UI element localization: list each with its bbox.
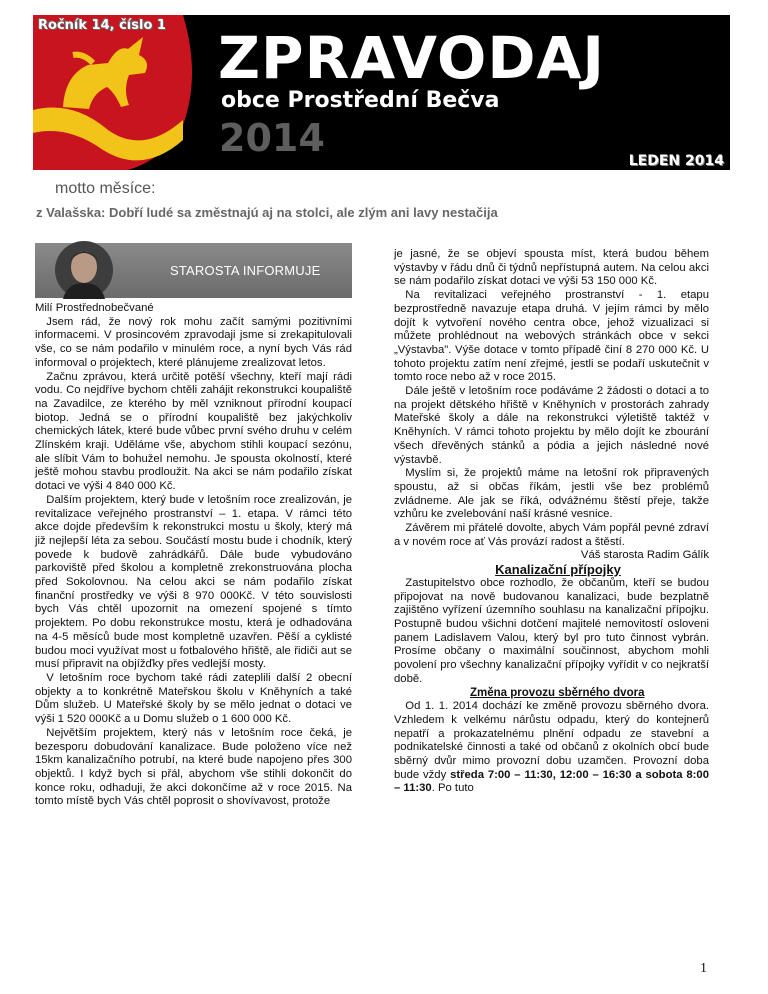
motto-text: z Valašska: Dobří ludé sa změstnajú aj na stolci, ale zlým ani lavy nestačija	[36, 205, 498, 220]
motto-label: motto měsíce:	[55, 180, 156, 197]
paragraph: Myslím si, že projektů máme na letošní rok připravených spoustu, až si občas říkám, jestli vše bez problémů zvládneme. Ale jak se říká, odvážnému štěstí přeje, takže vzhůru ke zvelebování naší krásné vesnice.	[394, 467, 709, 521]
newsletter-year: 2014	[219, 116, 325, 160]
left-column	[35, 302, 352, 809]
starosta-header	[35, 243, 352, 298]
paragraph	[394, 700, 709, 796]
dvur-hours: středa 7:00 – 11:30, 12:00 – 16:30 a sobota 8:00 – 11:30	[394, 768, 709, 795]
page-number: 1	[700, 961, 707, 976]
paragraph: Dále ještě v letošním roce podáváme 2 žádosti o dotaci a to na projekt dětského hřiště v Kněhyních v prostorách zahrady Mateřské školy a dále na rekonstrukci výletiště taktéž v Kněhyních. V rámci tohoto projektu by mělo dojít ke zbourání všech dřevěných stánků a pódia a jejich následné nové výstavbě.	[394, 385, 709, 466]
paragraph: Začnu zprávou, která určitě potěší všechny, kteří mají rádi vodu. Co nejdříve bychom chtěli zahájit rekonstrukci koupaliště na Zavadilce, ze kterého by měl vzniknout přírodní koupací biotop. Jedná se o přírodní koupaliště bez jakýchkoliv chemických látek, které bude vůbec první svého druhu v celém Zlínském kraji. Uděláme vše, abychom stihli koupací sezónu, ale slíbit Vám to bohužel nemohu. Je spousta okolností, které ještě mohou stavbu prodloužit. Na akci se nám podařilo získat dotaci ve výši 4 840 000 Kč.	[35, 370, 352, 493]
newsletter-subtitle: obce Prostřední Bečva	[221, 88, 500, 113]
dvur-text: Od 1. 1. 2014 dochází ke změně provozu sběrného dvora. Vzhledem k velkému nárůstu odpadu, který do kontejnerů nepatří a prokazatelnému plnění odpadu ze stavební a podnikatelské činnosti a také od občanů z okolních obcí bude sběrný dvůr mimo provozní dobu uzamčen. Provozní doba bude vždy	[394, 700, 709, 781]
issue-number: Ročník 14, číslo 1	[38, 18, 166, 33]
paragraph: Největším projektem, který nás v letošním roce čeká, je bezesporu dobudování kanalizace. Bude položeno více než 15km kanalizačního potrubí, na které bude napojeno přes 300 objektů. I když bych si přál, abychom vše stihli dokončit do konce roku, odhaduji, že akci dokončíme až v roce 2015. Na tomto místě bych Vás chtěl poprosit o shovívavost, protože	[35, 726, 352, 808]
paragraph: Závěrem mi přátelé dovolte, abych Vám popřál pevné zdraví a v novém roce ať Vás provází radost a štěstí.	[394, 522, 709, 548]
issue-month: LEDEN 2014	[628, 153, 724, 169]
paragraph: Na revitalizaci veřejného prostranství - 1. etapu bezprostředně navazuje etapa druhá. V jejím rámci by mělo dojít k vytvoření nového centra obce, jehož vizualizaci si můžete prohlédnout na webových stránkách obce v sekci „Výstavba". Výše dotace v tomto případě činí 8 270 000 Kč. U tohoto projektu zatím není zřejmé, jestli se podaří uskutečnit v tomto roce nebo až v roce 2015.	[394, 289, 709, 384]
paragraph: Jsem rád, že nový rok mohu začít samými pozitivními informacemi. V prosincovém zpravodaji jsme si zrekapitulovali vše, co se nám podařilo v minulém roce, a nyní bych Vás rád informoval o projektech, které plánujeme zrealizovat letos.	[35, 315, 352, 369]
sberny-dvur-heading: Změna provozu sběrného dvora	[470, 686, 645, 699]
paragraph: Dalším projektem, který bude v letošním roce zrealizován, je revitalizace veřejného prostranství – 1. etapa. V rámci této akce dojde především k rekonstrukci mostu u školy, který má již nejlepší léta za sebou. Součástí mostu bude i chodník, který povede k budově zahrádkářů. Dále bude vybudováno parkoviště před školou a kompletně zrekonstruována plocha před Sokolovnou. Na celou akci se nám podařilo získat finanční prostředky ve výši 8 970 000Kč. V této souvislosti bych Vás chtěl upozornit na omezení spojené s tímto projektem. Po dobu rekonstrukce mostu, která je odhadována na 4-5 měsíců bude most kompletně uzavřen. Pěší a cyklisté budou moci využívat most u fotbalového hřiště, ale řidiči aut se musí připravit na objížďky přes vedlejší mosty.	[35, 493, 352, 671]
newsletter-title: ZPRAVODAJ	[218, 24, 605, 92]
dvur-text-end: . Po tuto	[431, 782, 474, 795]
paragraph: Zastupitelstvo obce rozhodlo, že občanům, kteří se budou připojovat na nově budovanou kanalizaci, bude bezplatně zajištěno vyřízení územního souhlasu na kanalizační přípojku. Postupně budou všichni dotčení majitelé nemovitostí osloveni panem Ladislavem Valou, který byl pro tuto činnost vybrán. Prosíme občany o maximální součinnost, abychom mohli povolení pro všechny kanalizační přípojky vyřídit v co nejkratší době.	[394, 576, 709, 685]
paragraph: je jasné, že se objeví spousta míst, která budou během výstavby v řádu dnů či týdnů nepřístupná autem. Na celou akci se nám podařilo získat dotaci ve výši 53 150 000 Kč.	[394, 248, 709, 288]
kanalizace-heading: Kanalizační přípojky	[495, 562, 621, 578]
signature: Váš starosta Radim Gálík	[580, 549, 709, 562]
masthead-banner	[33, 15, 730, 170]
mayor-portrait	[55, 241, 113, 299]
starosta-heading: STAROSTA INFORMUJE	[170, 263, 321, 278]
greeting: Milí Prostřednobečvané	[35, 302, 154, 314]
paragraph: V letošním roce bychom také rádi zateplili další 2 obecní objekty a to konkrétně Mateřskou školu v Kněhyních a také Dům služeb. U Mateřské školy by se mělo jednat o dotaci ve výši 1 520 000Kč a u Domu služeb o 1 600 000 Kč.	[35, 671, 352, 726]
village-coat-of-arms-logo	[33, 15, 223, 170]
right-column	[394, 248, 709, 796]
